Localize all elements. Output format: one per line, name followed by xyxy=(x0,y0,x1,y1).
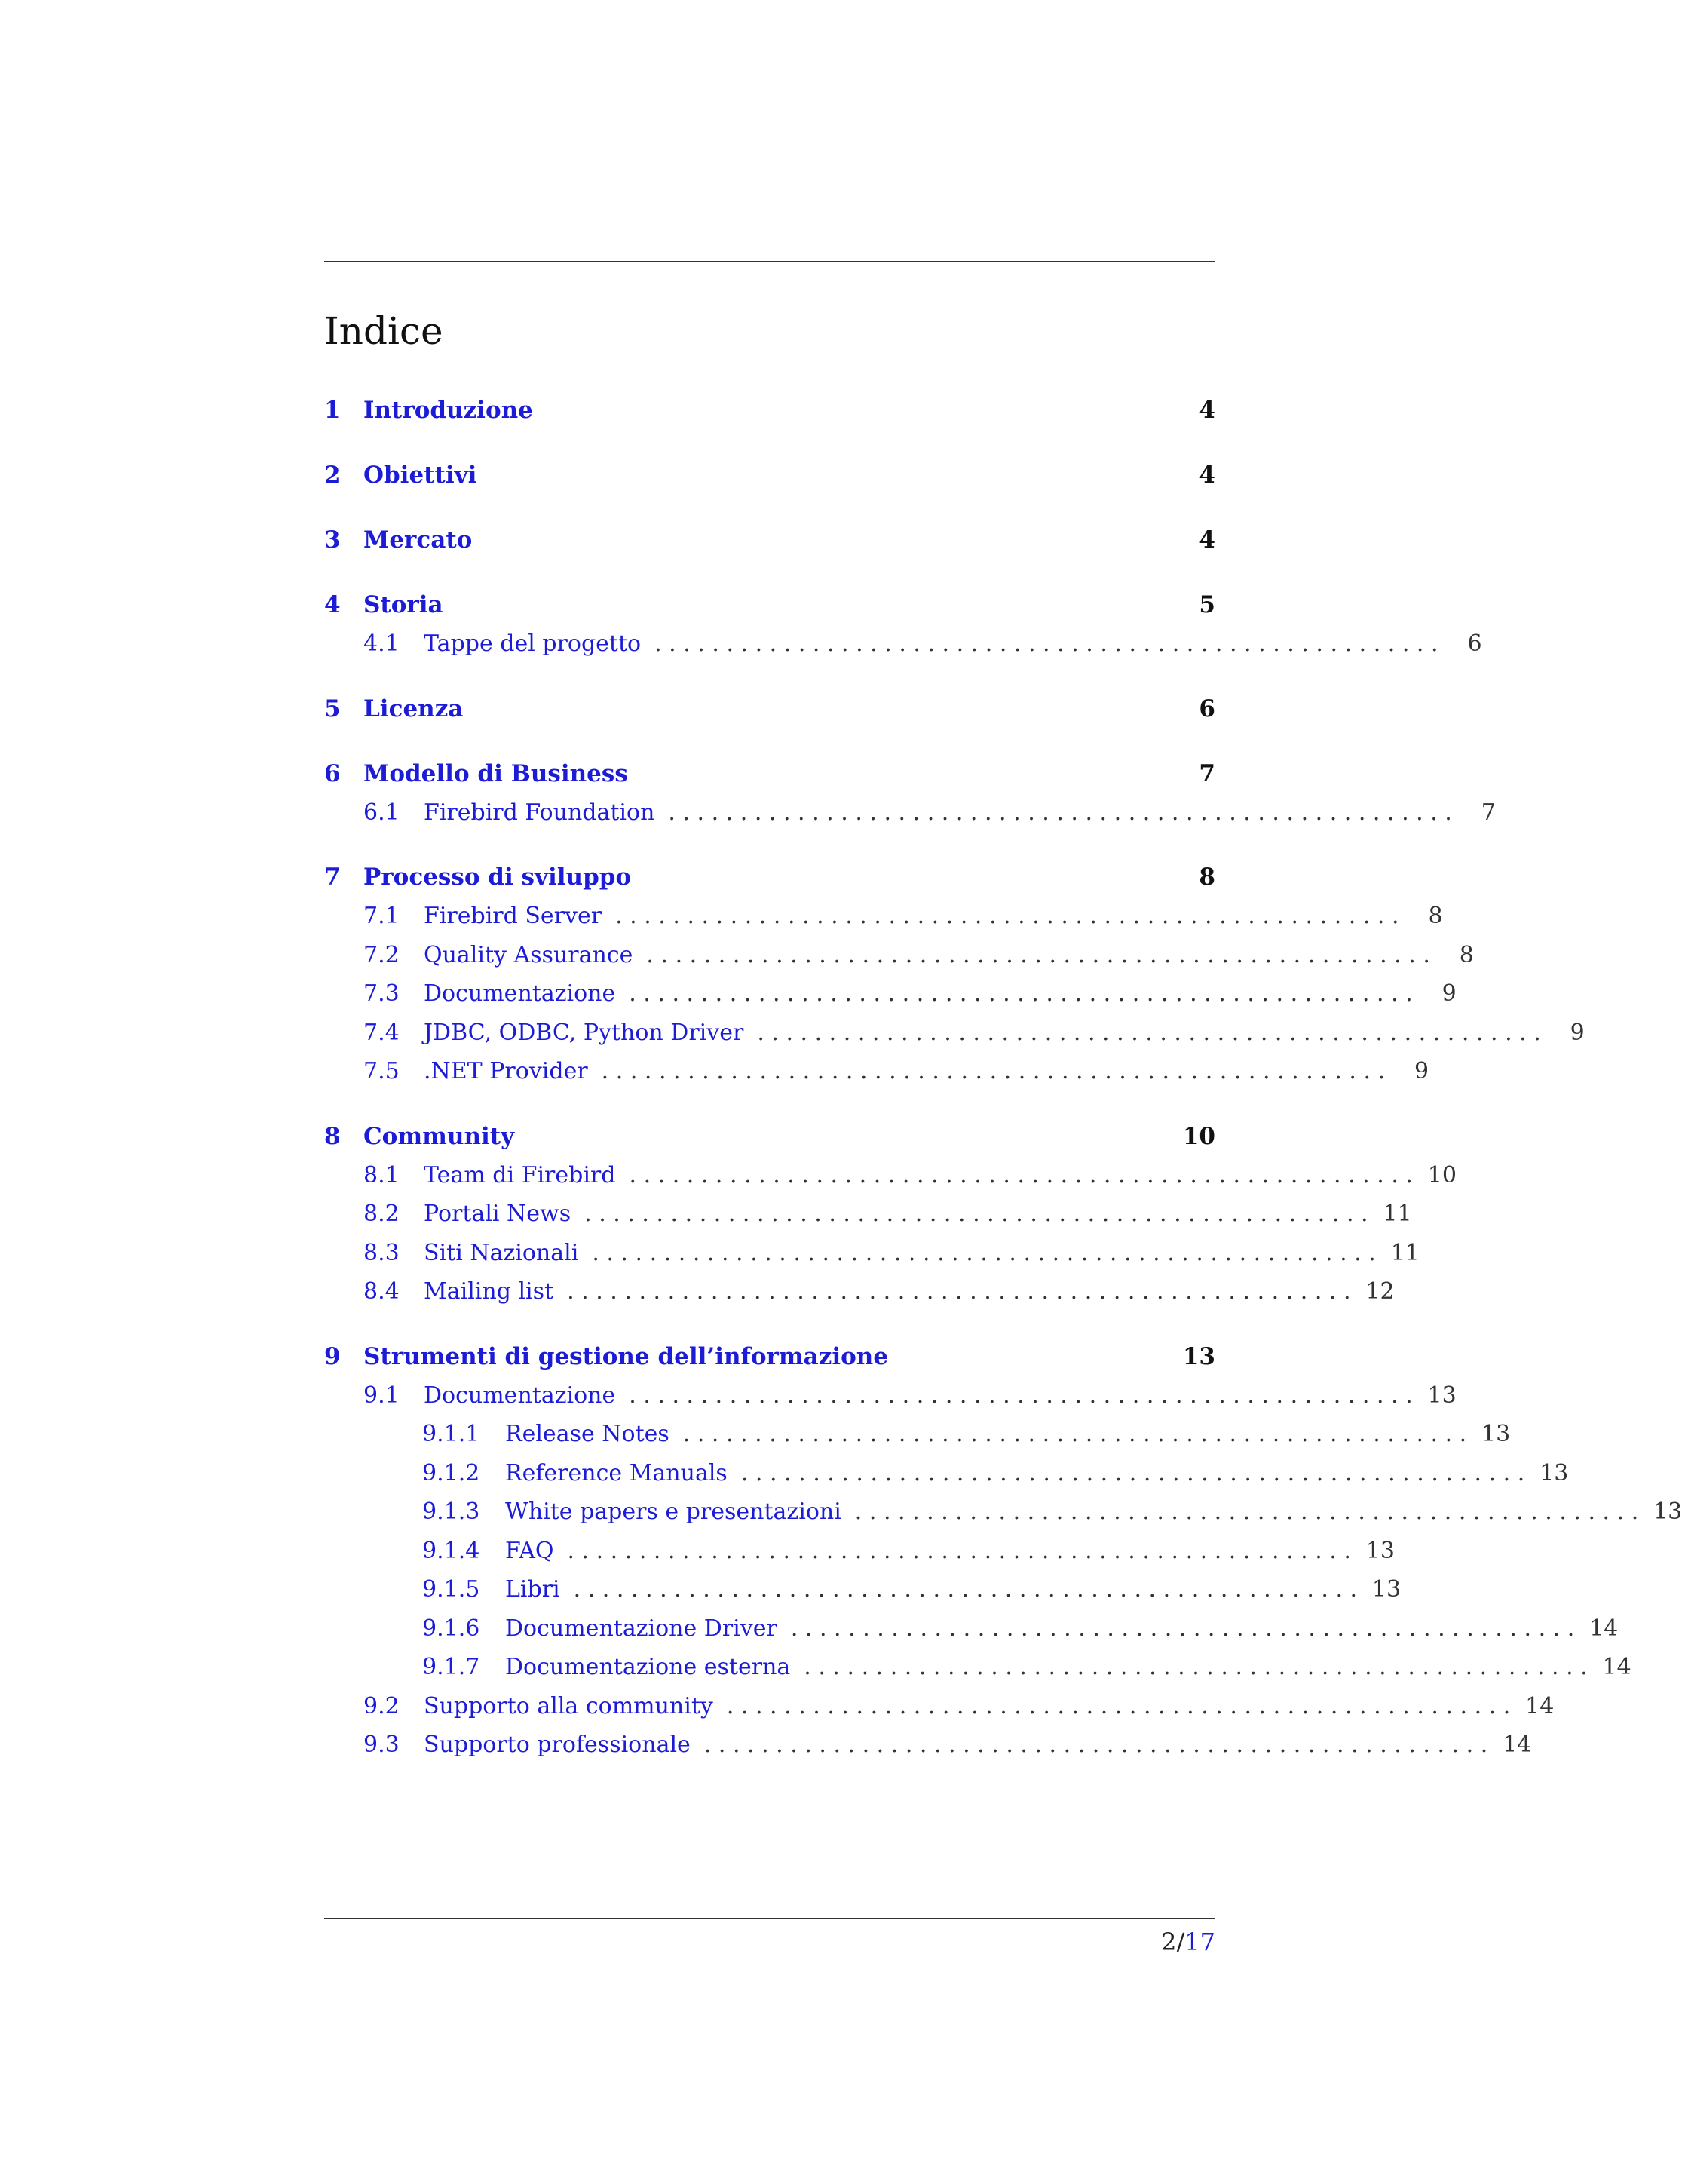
toc-section-number[interactable]: 9 xyxy=(324,1342,341,1370)
page-current: 2 xyxy=(1161,1928,1177,1956)
toc-subsection-9.1.5[interactable] xyxy=(324,1570,1402,1609)
toc-subsection-number[interactable]: 8.2 xyxy=(363,1201,400,1228)
toc-section-label[interactable]: Obiettivi xyxy=(363,462,477,489)
toc-section-page[interactable]: 5 xyxy=(1199,591,1215,618)
toc-subsection-9.1.1[interactable] xyxy=(324,1415,1511,1454)
toc-subsection-label[interactable]: Supporto professionale xyxy=(424,1732,691,1759)
toc-dot-leader: . . . . . . . . . . . . . . . . . . . . . . . . . . . . . . . . . . . . . . . . . . . . . . . . . . . . . . . xyxy=(567,1278,1351,1305)
toc-subsection-label[interactable]: Firebird Server xyxy=(424,903,602,930)
toc-subsection-label[interactable]: Documentazione esterna xyxy=(505,1654,791,1681)
toc-section-label[interactable]: Introduzione xyxy=(363,397,533,424)
toc-section-4[interactable] xyxy=(324,585,1215,624)
toc-subsection-label[interactable]: JDBC, ODBC, Python Driver xyxy=(424,1019,744,1046)
toc-dot-leader: . . . . . . . . . . . . . . . . . . . . . . . . . . . . . . . . . . . . . . . . . . . . . . . . . . . . . . . xyxy=(740,1459,1525,1486)
toc-subsection-9.1.2[interactable] xyxy=(324,1454,1569,1493)
toc-subsection-page[interactable]: 10 xyxy=(1427,1161,1457,1189)
toc-dot-leader: . . . . . . . . . . . . . . . . . . . . . . . . . . . . . . . . . . . . . . . . . . . . . . . . . . . . . . . xyxy=(726,1692,1511,1719)
toc-dot-leader: . . . . . . . . . . . . . . . . . . . . . . . . . . . . . . . . . . . . . . . . . . . . . . . . . . . . . . . xyxy=(592,1239,1376,1266)
toc-subsection-page[interactable]: 11 xyxy=(1390,1239,1420,1266)
toc-dot-leader: . . . . . . . . . . . . . . . . . . . . . . . . . . . . . . . . . . . . . . . . . . . . . . . . . . . . . . . xyxy=(757,1019,1541,1046)
toc-subsection-number[interactable]: 7.1 xyxy=(363,903,400,930)
toc-section-number[interactable]: 6 xyxy=(324,759,341,787)
toc-dot-leader: . . . . . . . . . . . . . . . . . . . . . . . . . . . . . . . . . . . . . . . . . . . . . . . . . . . . . . . xyxy=(654,630,1438,658)
toc-section-1[interactable] xyxy=(324,391,1215,430)
toc-gap xyxy=(324,560,1215,585)
toc-dot-leader: . . . . . . . . . . . . . . . . . . . . . . . . . . . . . . . . . . . . . . . . . . . . . . . . . . . . . . . xyxy=(646,941,1430,968)
toc-gap xyxy=(324,1091,1215,1117)
toc-section-page[interactable]: 4 xyxy=(1199,526,1215,554)
toc-gap xyxy=(324,430,1215,456)
toc-subsection-8.2[interactable] xyxy=(324,1195,1412,1234)
toc-subsection-page[interactable]: 9 xyxy=(1570,1019,1585,1046)
toc-section-number[interactable]: 8 xyxy=(324,1122,341,1150)
toc-section-label[interactable]: Storia xyxy=(363,591,443,618)
toc-subsection-page[interactable]: 14 xyxy=(1525,1692,1555,1719)
toc-subsection-label[interactable]: FAQ xyxy=(505,1537,554,1564)
toc-section-2[interactable] xyxy=(324,456,1215,495)
toc-subsection-page[interactable]: 13 xyxy=(1481,1421,1511,1448)
toc-subsection-9.1[interactable] xyxy=(324,1376,1457,1416)
toc-dot-leader: . . . . . . . . . . . . . . . . . . . . . . . . . . . . . . . . . . . . . . . . . . . . . . . . . . . . . . . xyxy=(804,1654,1588,1681)
toc-subsection-7.1[interactable] xyxy=(324,897,1443,936)
toc-section-number[interactable]: 1 xyxy=(324,397,341,424)
toc-subsection-7.2[interactable] xyxy=(324,936,1474,975)
toc-section-page[interactable]: 4 xyxy=(1199,397,1215,424)
toc-subsection-page[interactable]: 12 xyxy=(1365,1278,1395,1305)
toc-dot-leader: . . . . . . . . . . . . . . . . . . . . . . . . . . . . . . . . . . . . . . . . . . . . . . . . . . . . . . . xyxy=(629,980,1413,1008)
toc-subsection-number[interactable]: 9.3 xyxy=(363,1732,400,1759)
toc-subsection-page[interactable]: 14 xyxy=(1602,1654,1631,1681)
toc-section-label[interactable]: Licenza xyxy=(363,695,464,722)
toc-subsection-page[interactable]: 14 xyxy=(1589,1615,1619,1642)
toc-section-page[interactable]: 13 xyxy=(1182,1342,1215,1370)
table-of-contents xyxy=(324,391,1682,1765)
toc-dot-leader: . . . . . . . . . . . . . . . . . . . . . . . . . . . . . . . . . . . . . . . . . . . . . . . . . . . . . . . xyxy=(790,1615,1575,1642)
toc-dot-leader: . . . . . . . . . . . . . . . . . . . . . . . . . . . . . . . . . . . . . . . . . . . . . . . . . . . . . . . xyxy=(682,1421,1467,1448)
toc-section-label[interactable]: Modello di Business xyxy=(363,759,628,787)
toc-section-label[interactable]: Community xyxy=(363,1122,515,1150)
toc-dot-leader: . . . . . . . . . . . . . . . . . . . . . . . . . . . . . . . . . . . . . . . . . . . . . . . . . . . . . . . xyxy=(601,1058,1386,1085)
toc-subsection-9.1.6[interactable] xyxy=(324,1609,1619,1649)
toc-section-page[interactable]: 6 xyxy=(1199,695,1215,722)
header-rule xyxy=(324,261,1215,262)
toc-section-7[interactable] xyxy=(324,857,1215,897)
toc-subsection-9.1.7[interactable] xyxy=(324,1648,1631,1687)
toc-section-number[interactable]: 5 xyxy=(324,695,341,722)
toc-subsection-page[interactable]: 9 xyxy=(1414,1058,1429,1085)
toc-subsection-number[interactable]: 7.2 xyxy=(363,941,400,968)
toc-subsection-number[interactable]: 9.1.7 xyxy=(422,1654,480,1681)
toc-section-label[interactable]: Mercato xyxy=(363,526,473,554)
page-total-link[interactable]: 17 xyxy=(1184,1928,1215,1956)
toc-dot-leader: . . . . . . . . . . . . . . . . . . . . . . . . . . . . . . . . . . . . . . . . . . . . . . . . . . . . . . . xyxy=(629,1382,1413,1409)
toc-subsection-number[interactable]: 9.1.5 xyxy=(422,1576,480,1603)
toc-section-6[interactable] xyxy=(324,754,1215,793)
toc-subsection-number[interactable]: 9.1.2 xyxy=(422,1459,480,1486)
toc-subsection-number[interactable]: 8.3 xyxy=(363,1239,400,1266)
toc-section-page[interactable]: 4 xyxy=(1199,462,1215,489)
toc-dot-leader: . . . . . . . . . . . . . . . . . . . . . . . . . . . . . . . . . . . . . . . . . . . . . . . . . . . . . . . xyxy=(573,1576,1358,1603)
toc-section-5[interactable] xyxy=(324,689,1215,729)
toc-section-page[interactable]: 8 xyxy=(1199,863,1215,891)
toc-subsection-page[interactable]: 13 xyxy=(1365,1537,1395,1564)
toc-subsection-number[interactable]: 9.2 xyxy=(363,1692,400,1719)
toc-gap xyxy=(324,729,1215,754)
toc-dot-leader: . . . . . . . . . . . . . . . . . . . . . . . . . . . . . . . . . . . . . . . . . . . . . . . . . . . . . . . xyxy=(615,903,1399,930)
toc-heading: Indice xyxy=(324,309,443,353)
toc-dot-leader: . . . . . . . . . . . . . . . . . . . . . . . . . . . . . . . . . . . . . . . . . . . . . . . . . . . . . . . xyxy=(703,1732,1488,1759)
toc-section-number[interactable]: 7 xyxy=(324,863,341,891)
toc-section-number[interactable]: 3 xyxy=(324,526,341,554)
toc-subsection-label[interactable]: .NET Provider xyxy=(424,1058,588,1085)
toc-subsection-8.1[interactable] xyxy=(324,1156,1457,1195)
toc-subsection-9.2[interactable] xyxy=(324,1687,1555,1726)
toc-subsection-label[interactable]: Tappe del progetto xyxy=(424,630,642,658)
toc-section-label[interactable]: Processo di sviluppo xyxy=(363,863,632,891)
toc-subsection-page[interactable]: 11 xyxy=(1383,1201,1412,1228)
page-number xyxy=(1161,1928,1215,1956)
toc-subsection-page[interactable]: 8 xyxy=(1428,903,1443,930)
toc-gap xyxy=(324,832,1215,857)
toc-subsection-8.4[interactable] xyxy=(324,1272,1395,1311)
toc-subsection-page[interactable]: 13 xyxy=(1653,1498,1682,1526)
toc-section-9[interactable] xyxy=(324,1337,1215,1376)
toc-subsection-number[interactable]: 7.3 xyxy=(363,980,400,1008)
toc-subsection-number[interactable]: 6.1 xyxy=(363,799,400,826)
toc-dot-leader: . . . . . . . . . . . . . . . . . . . . . . . . . . . . . . . . . . . . . . . . . . . . . . . . . . . . . . . xyxy=(629,1161,1413,1189)
toc-subsection-7.3[interactable] xyxy=(324,974,1457,1014)
toc-subsection-9.3[interactable] xyxy=(324,1725,1532,1765)
toc-subsection-9.1.3[interactable] xyxy=(324,1492,1682,1532)
toc-subsection-number[interactable]: 9.1.1 xyxy=(422,1421,480,1448)
toc-subsection-number[interactable]: 8.1 xyxy=(363,1161,400,1189)
toc-subsection-7.5[interactable] xyxy=(324,1052,1429,1091)
toc-section-page[interactable]: 10 xyxy=(1182,1122,1215,1150)
toc-subsection-label[interactable]: Release Notes xyxy=(505,1421,669,1448)
toc-subsection-label[interactable]: Documentazione xyxy=(424,980,616,1008)
toc-subsection-page[interactable]: 8 xyxy=(1459,941,1474,968)
toc-subsection-label[interactable]: Documentazione Driver xyxy=(505,1615,777,1642)
toc-gap xyxy=(324,664,1215,689)
toc-subsection-number[interactable]: 9.1 xyxy=(363,1382,400,1409)
toc-subsection-label[interactable]: Reference Manuals xyxy=(505,1459,728,1486)
toc-dot-leader: . . . . . . . . . . . . . . . . . . . . . . . . . . . . . . . . . . . . . . . . . . . . . . . . . . . . . . . xyxy=(584,1201,1368,1228)
toc-subsection-label[interactable]: Quality Assurance xyxy=(424,941,633,968)
toc-subsection-9.1.4[interactable] xyxy=(324,1532,1395,1571)
toc-section-number[interactable]: 2 xyxy=(324,462,341,489)
toc-subsection-page[interactable]: 13 xyxy=(1427,1382,1457,1409)
toc-section-8[interactable] xyxy=(324,1117,1215,1156)
footer-rule xyxy=(324,1918,1215,1919)
toc-subsection-number[interactable]: 8.4 xyxy=(363,1278,400,1305)
toc-subsection-6.1[interactable] xyxy=(324,793,1496,833)
toc-subsection-label[interactable]: Supporto alla community xyxy=(424,1692,713,1719)
toc-subsection-label[interactable]: Team di Firebird xyxy=(424,1161,616,1189)
toc-subsection-label[interactable]: White papers e presentazioni xyxy=(505,1498,841,1526)
toc-subsection-number[interactable]: 9.1.3 xyxy=(422,1498,480,1526)
page-separator: / xyxy=(1176,1928,1185,1956)
toc-dot-leader: . . . . . . . . . . . . . . . . . . . . . . . . . . . . . . . . . . . . . . . . . . . . . . . . . . . . . . . xyxy=(567,1537,1351,1564)
toc-dot-leader: . . . . . . . . . . . . . . . . . . . . . . . . . . . . . . . . . . . . . . . . . . . . . . . . . . . . . . . xyxy=(854,1498,1639,1526)
toc-subsection-8.3[interactable] xyxy=(324,1234,1420,1273)
toc-subsection-page[interactable]: 7 xyxy=(1481,799,1496,826)
toc-subsection-label[interactable]: Mailing list xyxy=(424,1278,554,1305)
toc-subsection-number[interactable]: 7.5 xyxy=(363,1058,400,1085)
toc-subsection-page[interactable]: 6 xyxy=(1467,630,1482,658)
toc-gap xyxy=(324,495,1215,520)
toc-gap xyxy=(324,1311,1215,1337)
toc-section-page[interactable]: 7 xyxy=(1199,759,1215,787)
toc-subsection-page[interactable]: 13 xyxy=(1371,1576,1402,1603)
toc-subsection-number[interactable]: 7.4 xyxy=(363,1019,400,1046)
toc-subsection-number[interactable]: 9.1.4 xyxy=(422,1537,480,1564)
toc-subsection-number[interactable]: 9.1.6 xyxy=(422,1615,480,1642)
toc-subsection-number[interactable]: 4.1 xyxy=(363,630,400,658)
toc-subsection-page[interactable]: 14 xyxy=(1503,1732,1532,1759)
toc-section-number[interactable]: 4 xyxy=(324,591,341,618)
toc-subsection-label[interactable]: Firebird Foundation xyxy=(424,799,655,826)
toc-subsection-page[interactable]: 9 xyxy=(1441,980,1457,1008)
toc-section-label[interactable]: Strumenti di gestione dell’informazione xyxy=(363,1342,889,1370)
toc-subsection-label[interactable]: Portali News xyxy=(424,1201,571,1228)
toc-subsection-page[interactable]: 13 xyxy=(1540,1459,1569,1486)
toc-subsection-label[interactable]: Libri xyxy=(505,1576,560,1603)
toc-subsection-4.1[interactable] xyxy=(324,624,1482,664)
toc-subsection-label[interactable]: Siti Nazionali xyxy=(424,1239,579,1266)
toc-subsection-7.4[interactable] xyxy=(324,1014,1585,1053)
toc-subsection-label[interactable]: Documentazione xyxy=(424,1382,616,1409)
toc-section-3[interactable] xyxy=(324,520,1215,560)
toc-dot-leader: . . . . . . . . . . . . . . . . . . . . . . . . . . . . . . . . . . . . . . . . . . . . . . . . . . . . . . . xyxy=(668,799,1452,826)
